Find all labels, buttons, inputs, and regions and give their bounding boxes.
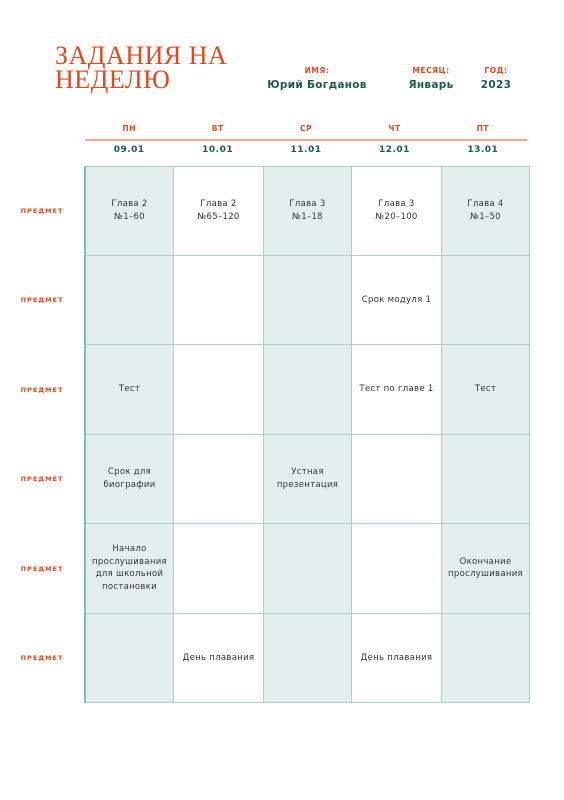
year-field xyxy=(470,66,522,91)
date-tue[interactable]: 10.01 xyxy=(202,145,234,155)
schedule-cell[interactable] xyxy=(174,345,264,435)
name-field xyxy=(262,66,372,91)
schedule-cell[interactable] xyxy=(442,256,530,346)
schedule-cell[interactable]: Глава 3 №20–100 xyxy=(352,166,442,256)
schedule-cell[interactable]: Срок для биографии xyxy=(86,435,174,525)
schedule-cell[interactable] xyxy=(442,435,530,525)
month-field xyxy=(395,66,467,91)
schedule-cell[interactable] xyxy=(264,614,352,704)
schedule-cell[interactable]: Глава 2 №1–60 xyxy=(86,166,174,256)
date-wed[interactable]: 11.01 xyxy=(290,145,322,155)
row-label-5: ПРЕДМЕТ xyxy=(20,565,64,573)
schedule-cell[interactable]: Начало прослушивания для школьной постановки xyxy=(86,524,174,614)
schedule-cell[interactable] xyxy=(86,614,174,704)
row-label-2: ПРЕДМЕТ xyxy=(20,296,64,304)
schedule-grid xyxy=(84,166,528,703)
schedule-cell[interactable] xyxy=(264,256,352,346)
schedule-cell[interactable]: Устная презентация xyxy=(264,435,352,525)
header-divider xyxy=(85,139,527,141)
schedule-cell[interactable] xyxy=(174,256,264,346)
name-value[interactable]: Юрий Богданов xyxy=(267,79,367,91)
weekday-fri: ПТ xyxy=(476,124,490,133)
schedule-cell[interactable]: Срок модуля 1 xyxy=(352,256,442,346)
month-value[interactable]: Январь xyxy=(408,79,454,91)
schedule-cell[interactable]: Тест xyxy=(442,345,530,435)
schedule-cell[interactable] xyxy=(174,524,264,614)
schedule-cell[interactable] xyxy=(174,435,264,525)
date-fri[interactable]: 13.01 xyxy=(467,145,499,155)
date-thu[interactable]: 12.01 xyxy=(378,145,410,155)
schedule-cell[interactable]: День плавания xyxy=(174,614,264,704)
title-line-1: ЗАДАНИЯ НА xyxy=(55,41,228,70)
schedule-cell[interactable]: Глава 4 №1–50 xyxy=(442,166,530,256)
weekday-header xyxy=(85,124,527,138)
row-label-4: ПРЕДМЕТ xyxy=(20,475,64,483)
row-label-1: ПРЕДМЕТ xyxy=(20,207,64,215)
weekday-tue: ВТ xyxy=(211,124,224,133)
month-label: МЕСЯЦ: xyxy=(412,66,450,75)
schedule-cell[interactable] xyxy=(352,524,442,614)
schedule-cell[interactable]: Тест xyxy=(86,345,174,435)
schedule-cell[interactable] xyxy=(86,256,174,346)
row-label-6: ПРЕДМЕТ xyxy=(20,654,64,662)
schedule-cell[interactable]: День плавания xyxy=(352,614,442,704)
date-mon[interactable]: 09.01 xyxy=(113,145,145,155)
date-header xyxy=(85,145,527,155)
schedule-cell[interactable] xyxy=(352,435,442,525)
page-title xyxy=(55,41,228,94)
schedule-cell[interactable]: Окончание прослушивания xyxy=(442,524,530,614)
year-label: ГОД: xyxy=(484,66,508,75)
schedule-cell[interactable]: Глава 2 №65–120 xyxy=(174,166,264,256)
name-label: ИМЯ: xyxy=(304,66,330,75)
schedule-cell[interactable]: Глава 3 №1–18 xyxy=(264,166,352,256)
weekday-mon: ПН xyxy=(122,124,136,133)
weekday-wed: СР xyxy=(300,124,313,133)
year-value[interactable]: 2023 xyxy=(480,79,512,91)
schedule-cell[interactable] xyxy=(442,614,530,704)
schedule-cell[interactable] xyxy=(264,345,352,435)
title-line-2: НЕДЕЛЮ xyxy=(55,65,171,94)
weekday-thu: ЧТ xyxy=(388,124,401,133)
schedule-cell[interactable]: Тест по главе 1 xyxy=(352,345,442,435)
schedule-cell[interactable] xyxy=(264,524,352,614)
row-label-3: ПРЕДМЕТ xyxy=(20,386,64,394)
